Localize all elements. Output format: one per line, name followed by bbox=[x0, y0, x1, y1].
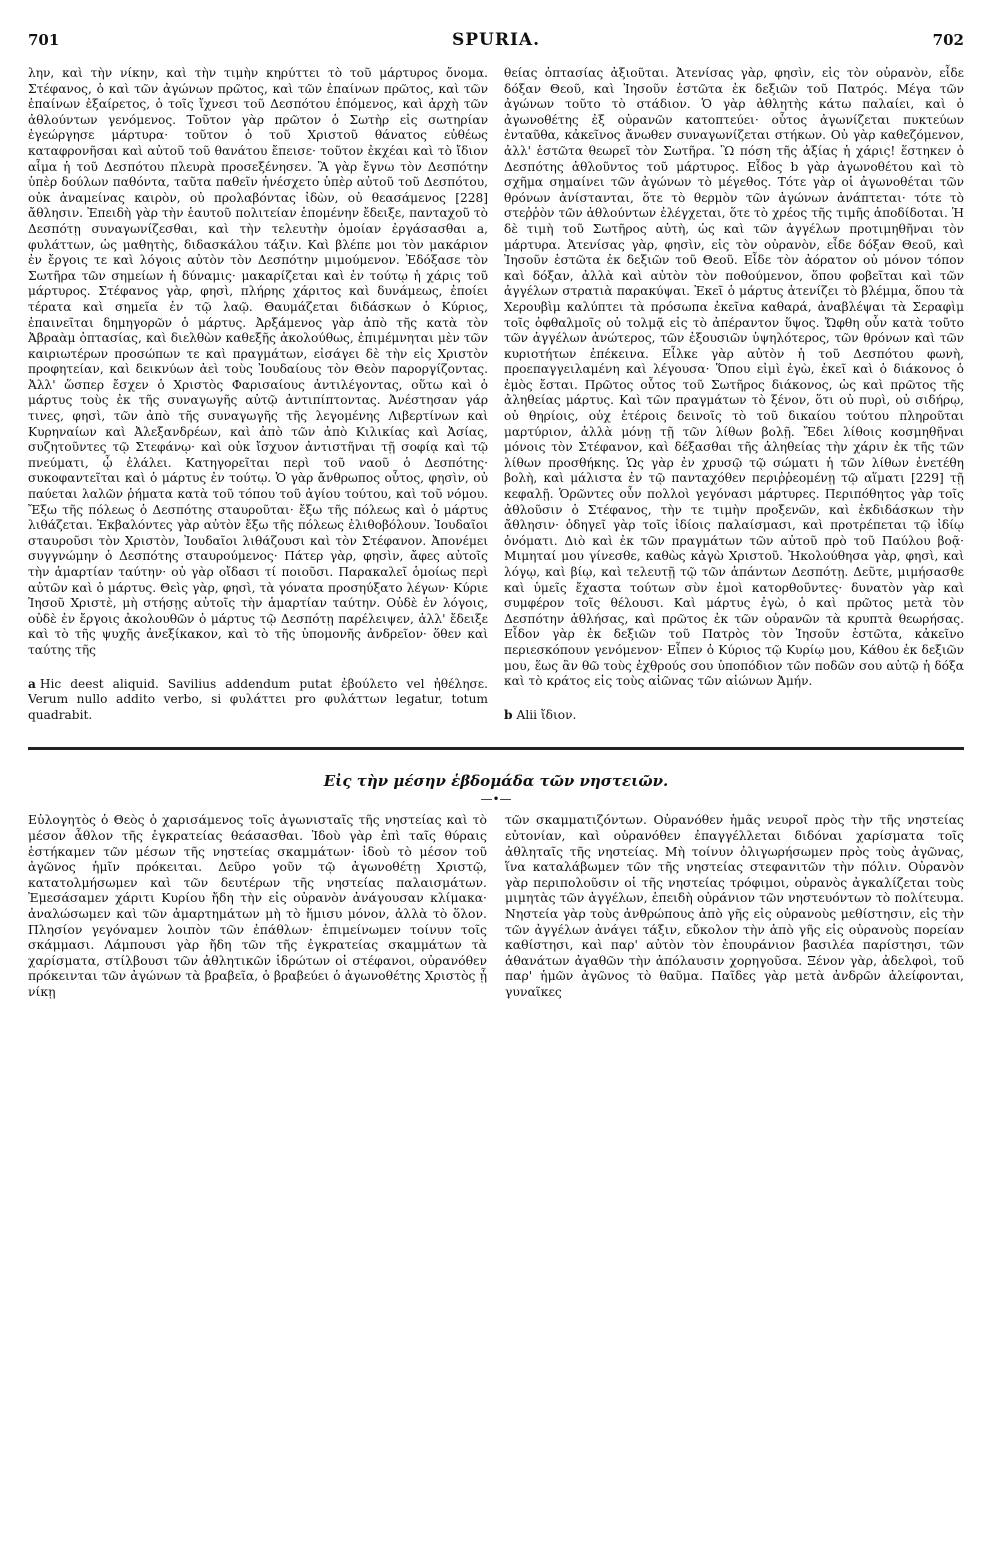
lower-left-column bbox=[28, 812, 487, 999]
right-footnote bbox=[504, 708, 964, 724]
left-column bbox=[28, 66, 488, 723]
section-divider-rule bbox=[28, 747, 964, 750]
left-page-number: 701 bbox=[28, 31, 60, 49]
section-title: Εἰς τὴν μέσην ἑβδομάδα τῶν νηστειῶν. bbox=[323, 772, 669, 791]
lower-left-text: Εὐλογητὸς ὁ Θεὸς ὁ χαρισάμενος τοῖς ἀγωνισταῖς τῆς νηστείας καὶ τὸ μέσον ἆθλον τῆς ἐγκρατείας θεάσασθαι. Ἰδοὺ γὰρ ἐπὶ ταῖς θύραις ἑστήκαμεν τῶν μέσων τῆς νηστείας σκαμμάτων· ἰδοὺ τὸ μέσον τοῦ ἀγῶνος ἡμῖν πρόκειται. Δεῦρο γοῦν τῷ ἀγωνοθέτῃ Χριστῷ, κατατολμήσωμεν καὶ τῶν δευτέρων τῆς νηστείας παλαισμάτων. Ἐμεσάσαμεν χάριτι Κυρίου ἤδη τὴν εἰς οὐρανὸν ἀνάγουσαν κλίμακα· ἀναλώσωμεν καὶ τῶν ἁμαρτημάτων μὴ τὸ ἥμισυ μόνον, ἀλλὰ τὸ ὅλον. Πλησίον γεγόναμεν λοιπὸν τῶν ἐπάθλων· ἐπιμείνωμεν τοίνυν τοῖς σκάμμασι. Λάμπουσι γὰρ ἤδη τῶν τῆς ἐγκρατείας σκαμμάτων τὰ χαρίσματα, στίλβουσι τῶν ἀθλητικῶν ἱδρώτων οἱ στέφανοι, οὐρανόθεν πρόκεινται τῶν ἀγώνων τὰ βραβεῖα, ὁ βραβεύει ὁ ἀγωνοθέτης Χριστὸς ᾗ νίκῃ bbox=[28, 812, 487, 999]
left-footnote bbox=[28, 677, 488, 724]
left-footnote-text: Hic deest aliquid. Savilius addendum putat ἐβούλετο vel ἠθέλησε. Verum nullo addito verbo, si φυλάττει pro φυλάττων legatur, totum quadrabit. bbox=[28, 676, 488, 722]
lower-right-text: τῶν σκαμματιζόντων. Οὐρανόθεν ἡμᾶς νευροῖ πρὸς τὴν τῆς νηστείας εὐτονίαν, καὶ οὐρανόθεν ἐπαγγέλλεται διδόναι χαρίσματα τοῖς ἀθληταῖς τῆς νηστείας. Μὴ τοίνυν ὀλιγωρήσωμεν πρὸς τοὺς ἀγῶνας, ἵνα καταλάβωμεν τῶν τῆς νηστείας στεφανιτῶν τὴν πόλιν. Οὐρανὸν γὰρ περιπολοῦσιν οἱ τῆς νηστείας τρόφιμοι, οὐρανὸς ἀγκαλίζεται τοὺς μιμητὰς τῶν ἀγγέλων, ἐπειδὴ οὐράνιον τῶν νηστευόντων τὸ πολίτευμα. Νηστεία γὰρ τοὺς ἀνθρώπους ἀπὸ γῆς εἰς οὐρανοὺς μεθίστησιν, εἰς τὴν τῶν ἀγγέλων ἀνάγει τάξιν, εὔκολον τὴν ἀπὸ γῆς εἰς οὐρανοὺς πορείαν καθίστησι, καὶ παρ' αὐτὸν τὸν ἐπουράνιον βασιλέα παρίστησι, τῶν ἀθανάτων ἀγαθῶν τὴν ἀπόλαυσιν χορηγοῦσα. Ξένον γὰρ, ἀδελφοὶ, τοῦ παρ' ἡμῶν ἀγῶνος τὸ θαῦμα. Παῖδες γὰρ μετὰ ἀνδρῶν ἀλείφονται, γυναῖκες bbox=[505, 812, 964, 999]
right-column-text: θείας ὀπτασίας ἀξιοῦται. Ἀτενίσας γὰρ, φησὶν, εἰς τὸν οὐρανὸν, εἶδε δόξαν Θεοῦ, καὶ Ἰησοῦν ἑστῶτα ἐκ δεξιῶν τοῦ Πατρός. Μέγα τῶν ἀγώνων τοῦτο τὸ στάδιον. Ὁ γὰρ ἀθλητὴς κάτω παλαίει, καὶ ὁ ἀγωνοθέτης ἐξ οὐρανῶν κατοπτεύει· οὗτος ἀγωνίζεται πυκτεύων ἐνταῦθα, κἀκεῖνος ἄνωθεν συναγωνίζεται στήκων. Οὐ γὰρ καθεζόμενον, ἀλλ' ἑστῶτα θεωρεῖ τὸν Σωτῆρα. Ὢ πόση τῆς ἀξίας ἡ χάρις! ἕστηκεν ὁ Δεσπότης ἀθλοῦντος τοῦ μάρτυρος. Εἶδος b γὰρ ἀγωνοθέτου καὶ τὸ σχῆμα σημαίνει τῶν ἀγώνων τὸ μέγεθος. Τότε γὰρ οἱ ἀγωνοθέται τῶν θρόνων ἀνίστανται, ὅτε τὸ θερμὸν τῶν ἀγώνων ἀνάπτεται· τότε τὸ στεῤῥὸν τῶν ἀθλούντων ἐλέγχεται, ὅτε τὸ χρέος τῆς τιμῆς ἀποδίδοται. Ἡ δὲ τιμὴ τοῦ Σωτῆρος αὐτὴ, ὡς καὶ τῶν ἀγγέλων προτιμηθῆναι τὸν μάρτυρα. Ἀτενίσας γὰρ, φησὶν, εἰς τὸν οὐρανὸν, εἶδε δόξαν Θεοῦ, καὶ Ἰησοῦν ἑστῶτα ἐκ δεξιῶν τοῦ Θεοῦ. Εἶδε τὸν ἀόρατον οὐ μόνον τόπον καὶ δόξαν, ἀλλὰ καὶ αὐτὸν τὸν ποθούμενον, ὅπου φοβεῖται καὶ τῶν ἀγγέλων στρατιὰ παρακύψαι. Ἐκεῖ ὁ μάρτυς ἀτενίζει τὸ βλέμμα, ὅπου τὰ Χερουβὶμ καλύπτει τὰ πρόσωπα ἐκεῖνα καθαρά, ἀναβλέψαι τὰ Σεραφὶμ τοῖς ὀφθαλμοῖς οὐ τολμᾷ εἰς τὸ ἀπέραντον ὕψος. Ὤφθη οὖν κατὰ τοῦτο τῶν ἀγγέλων ἀνώτερος, τῶν ἐξουσιῶν ὑψηλότερος, τῶν θρόνων καὶ τῶν κυριοτήτων ἐπέκεινα. Εἶλκε γὰρ αὐτὸν ἡ τοῦ Δεσπότου φωνὴ, προεπαγγειλαμένη καὶ λέγουσα· Ὅπου εἰμὶ ἐγὼ, ἐκεῖ καὶ ὁ διάκονος ὁ ἐμὸς ἔσται. Πρῶτος οὗτος τοῦ Σωτῆρος διάκονος, ὡς καὶ πρῶτος τῆς ἀληθείας μάρτυς. Καὶ τῶν πραγμάτων τὸ ξένον, ὅτι οὐ πυρὶ, οὐ σιδήρῳ, οὐ θηρίοις, οὐχ ἑτέροις δεινοῖς τὸ τοῦ δικαίου τούτου πληροῦται μαρτύριον, ἀλλὰ μόνῃ τῇ τῶν λίθων βολῇ. Ἔδει λίθοις κοσμηθῆναι μόνοις τὸν Στέφανον, καὶ δέξασθαι τῆς ἀληθείας τὴν χάριν ἐκ τῆς τῶν λίθων προσθήκης. Ὡς γὰρ ἐν χρυσῷ τῷ σώματι ἡ τῶν λίθων ἐνετέθη βολὴ, καὶ μάλιστα ἐν τῷ πανταχόθεν περιῤῥεομένῃ τῷ αἵματι [229] τῇ κεφαλῇ. Ὁρῶντες οὖν πολλοὶ γεγόνασι μάρτυρες. Περιπόθητος γὰρ τοῖς ἀθλοῦσιν ὁ Στέφανος, τὴν τε τιμὴν προξενῶν, καὶ ἐκδιδάσκων τὴν ἄθλησιν· ὁδηγεῖ γὰρ τοῖς ἰδίοις παλαίσμασι, καὶ προτρέπεται τῷ ἰδίῳ ὀνόματι. Διὸ καὶ ἐκ τῶν πραγμάτων τῶν αὐτοῦ πρὸ τοῦ Παύλου βοᾷ· Μιμηταί μου γίνεσθε, καθὼς κἀγὼ Χριστοῦ. Ἠκολούθησα γὰρ, φησὶ, καὶ λόγῳ, καὶ βίῳ, καὶ τελευτῇ τῷ τῶν ἁπάντων Δεσπότῃ. Δεῦτε, μιμήσασθε καὶ ὑμεῖς ἔχαστα τούτων σὺν ἐμοὶ κατορθοῦντες· δυνατὸν γὰρ καὶ συμφέρον τοῖς θέλουσι. Καὶ μάρτυς ἐγὼ, ὁ καὶ πρῶτος μετὰ τὸν Δεσπότην ἀθλήσας, καὶ πρῶτος ἐκ τῶν οὐρανῶν τὰ κρυπτὰ θεωρήσας. Εἶδον γὰρ ἐκ δεξιῶν τοῦ Πατρὸς τὸν Ἰησοῦν ἑστῶτα, κἀκεῖνο περιεσκόπουν γενόμενον· Εἶπεν ὁ Κύριος τῷ Κυρίῳ μου, Κάθου ἐκ δεξιῶν μου, ἕως ἂν θῶ τοὺς ἐχθρούς σου ὑποπόδιον τῶν ποδῶν σου αὐτῷ ἡ δόξα καὶ τὸ κράτος εἰς τοὺς αἰῶνας τῶν αἰώνων Ἀμήν. bbox=[504, 66, 964, 689]
title-ornament: —•— bbox=[480, 792, 512, 807]
lower-columns bbox=[28, 812, 964, 999]
left-footnote-mark: a bbox=[28, 676, 36, 691]
left-column-text: λην, καὶ τὴν νίκην, καὶ τὴν τιμὴν κηρύττει τὸ τοῦ μάρτυρος ὄνομα. Στέφανος, ὁ καὶ τῶν ἀγώνων πρῶτος, καὶ τῶν ἐπαίνων πρῶτος, καὶ τῶν ἐπαίνων ἐξαίρετος, ὁ τοῖς ἴχνεσι τοῦ Δεσπότου ἑπόμενος, καὶ ἀρχὴ τῶν ἀθλούντων γενόμενος. Τοῦτον γὰρ πρῶτον ὁ Σωτὴρ εἰς σωτηρίαν ἐγεώργησε μάρτυρα· τοῦτον ὁ τοῦ Χριστοῦ θάνατος εὐθέως καταφρονῆσαι καὶ αὐτοῦ τοῦ θανάτου ἔπεισε· τοῦτον ἐκχέαι καὶ τὸ ἴδιον αἷμα ἡ τοῦ Δεσπότου πλευρὰ προσεξένησεν. Ἃ γὰρ ἔγνω τὸν Δεσπότην ὑπὲρ δούλων παθόντα, ταῦτα παθεῖν ἠνέσχετο ὑπὲρ αὐτοῦ τοῦ Δεσπότου, οὐκ ἀναμείνας καιρὸν, οὐ προλαβόντας ἰδὼν, οὐ θεασάμενος [228] ἄθλησιν. Ἐπειδὴ γὰρ τὴν ἑαυτοῦ πολιτείαν ἑπομένην ἔδειξε, πανταχοῦ τὸ Δεσπότῃ συναγωνίζεσθαι, καὶ τὴν τελευτὴν ὁμοίαν ἐργάσασθαι a, φυλάττων, ὡς μαθητὴς, διδασκάλου τάξιν. Καὶ βλέπε μοι τὸν μακάριον ἐν ἔργοις τε καὶ λόγοις αὐτὸν τὸν Δεσπότην μιμούμενον. Ἐδόξασε τὸν Σωτῆρα τῶν σημείων ἡ δύναμις· μακαρίζεται καὶ ἐν τούτῳ ἡ χάρις τοῦ μάρτυρος. Στέφανος γὰρ, φησὶ, πλήρης χάριτος καὶ δυνάμεως, ἐποίει τέρατα καὶ σημεῖα ἐν τῷ λαῷ. Θαυμάζεται διδάσκων ὁ Κύριος, ἐπαινεῖται δημηγορῶν ὁ μάρτυς. Ἀρξάμενος γὰρ ἀπὸ τῆς κατὰ τὸν Ἀβραὰμ ὀπτασίας, καὶ διελθὼν καθεξῆς ἀκολούθως, ἐπιμέμνηται μὲν τῶν καιριωτέρων προσώπων τε καὶ πραγμάτων, εἰσάγει δὲ τὴν εἰς Χριστὸν προφητείαν, καὶ δεικνύων ἀεὶ τοὺς Ἰουδαίους τὸν Θεὸν παροργίζοντας. Ἀλλ' ὥσπερ ἔσχεν ὁ Χριστὸς Φαρισαίους ἀντιλέγοντας, οὕτω καὶ ὁ μάρτυς τοὺς ἐκ τῆς συναγωγῆς αὐτῷ ἀντιπίπτοντας. Ἀνέστησαν γάρ τινες, φησὶ, τῶν ἀπὸ τῆς συναγωγῆς τῆς λεγομένης Λιβερτίνων καὶ Κυρηναίων καὶ Ἀλεξανδρέων, καὶ ἀπὸ τῶν ἀπὸ Κιλικίας καὶ Ἀσίας, συζητοῦντες τῷ Στεφάνῳ· καὶ οὐκ ἴσχυον ἀντιστῆναι τῇ σοφίᾳ καὶ τῷ πνεύματι, ᾧ ἐλάλει. Κατηγορεῖται περὶ τοῦ ναοῦ ὁ Δεσπότης· συκοφαντεῖται καὶ ὁ μάρτυς ἐν τούτῳ. Ὁ γὰρ ἄνθρωπος οὗτος, φησὶν, οὐ παύεται λαλῶν ῥήματα κατὰ τοῦ τόπου τοῦ ἁγίου τούτου, καὶ τοῦ νόμου. Ἔξω τῆς πόλεως ὁ Δεσπότης σταυροῦται· ἔξω τῆς πόλεως καὶ ὁ μάρτυς λιθάζεται. Ἐκβαλόντες γὰρ αὐτὸν ἔξω τῆς πόλεως ἐλιθοβόλουν. Ἰουδαῖοι σταυροῦσι τὸν Χριστὸν, Ἰουδαῖοι λιθάζουσι καὶ τὸν Στέφανον. Ἀπονέμει συγγνώμην ὁ Δεσπότης σταυρούμενος· Πάτερ γὰρ, φησὶν, ἄφες αὐτοῖς τὴν ἁμαρτίαν ταύτην· οὐ γὰρ οἴδασι τί ποιοῦσι. Παρακαλεῖ ὁμοίως περὶ αὐτῶν καὶ ὁ μάρτυς. Θεὶς γὰρ, φησὶ, τὰ γόνατα προσηύξατο λέγων· Κύριε Ἰησοῦ Χριστὲ, μὴ στήσῃς αὐτοῖς τὴν ἁμαρτίαν ταύτην. Οὐδὲ ἐν λόγοις, οὐδὲ ἐν ἔργοις ἀκολουθῶν ὁ μάρτυς τῷ Δεσπότῃ παρέλειψεν, ἀλλ' ἔδειξε καὶ τὸ τῆς ψυχῆς ἀνεξίκακον, καὶ τὸ τῆς ὑπομονῆς ἀνδρεῖον· ὅθεν καὶ ταύτης τῆς bbox=[28, 66, 488, 657]
lower-right-column bbox=[505, 812, 964, 999]
right-page-number: 702 bbox=[932, 31, 964, 49]
right-footnote-mark: b bbox=[504, 707, 513, 722]
running-header bbox=[28, 30, 964, 56]
right-footnote-text: Alii ἴδιον. bbox=[516, 707, 577, 722]
upper-columns bbox=[28, 66, 964, 723]
running-title: SPURIA. bbox=[451, 30, 541, 50]
right-column bbox=[504, 66, 964, 723]
